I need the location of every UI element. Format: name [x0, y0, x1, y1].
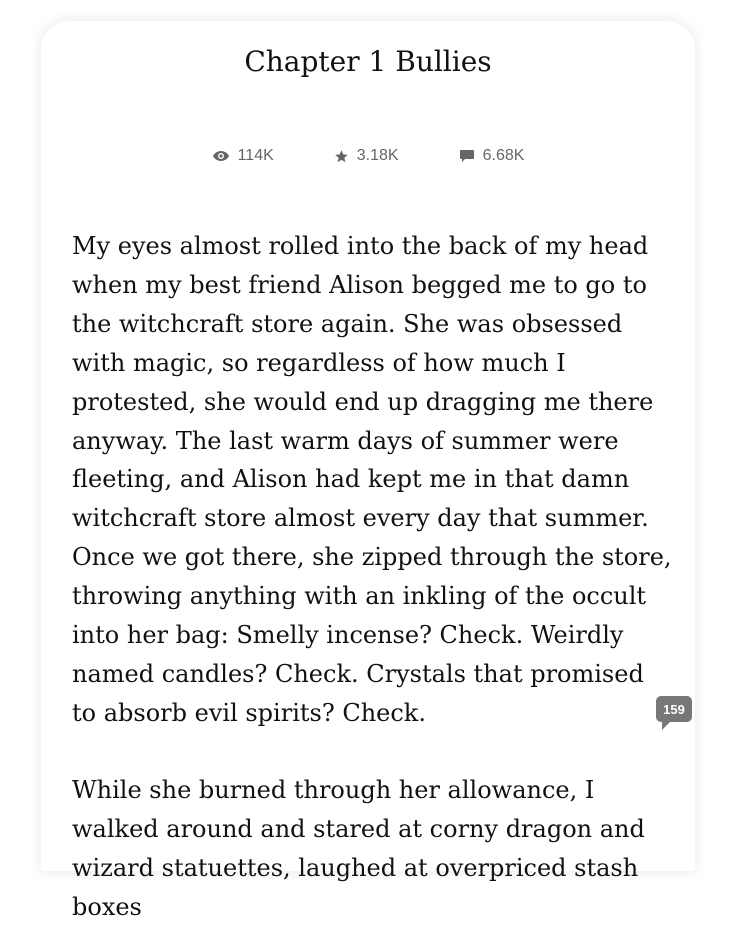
views-count: 114K — [237, 147, 274, 164]
eye-icon — [212, 150, 230, 162]
star-icon — [334, 149, 349, 164]
rating-count: 3.18K — [356, 147, 399, 164]
comments-count: 6.68K — [482, 147, 525, 164]
chapter-paragraph-2: While she burned through her allowance, I walked around and stared at corny dragon and wizard statuettes, laughed at overpriced stash boxes — [72, 776, 645, 921]
comment-icon — [459, 149, 475, 164]
paragraph-comment-button[interactable]: 159 — [656, 696, 692, 722]
chapter-title: Chapter 1 Bullies — [244, 45, 492, 78]
chapter-card — [41, 21, 695, 921]
rating-stat — [334, 147, 399, 165]
chapter-stats — [41, 147, 695, 165]
views-stat — [212, 147, 274, 165]
chapter-paragraph-1: My eyes almost rolled into the back of my head when my best friend Alison begged me to go to the witchcraft store again. She was obsessed with magic, so regardless of how much I protested, she would end up dragging me there anyway. The last warm days of summer were fleeting, and Alison had kept me in that damn witchcraft store almost every day that summer. Once we got there, she zipped through the store, throwing anything with an inkling of the occult into her bag: Smelly incense? Check. Weirdly named candles? Check. Crystals that promised to absorb evil spirits? Check. — [72, 232, 672, 727]
comments-stat — [459, 147, 525, 165]
